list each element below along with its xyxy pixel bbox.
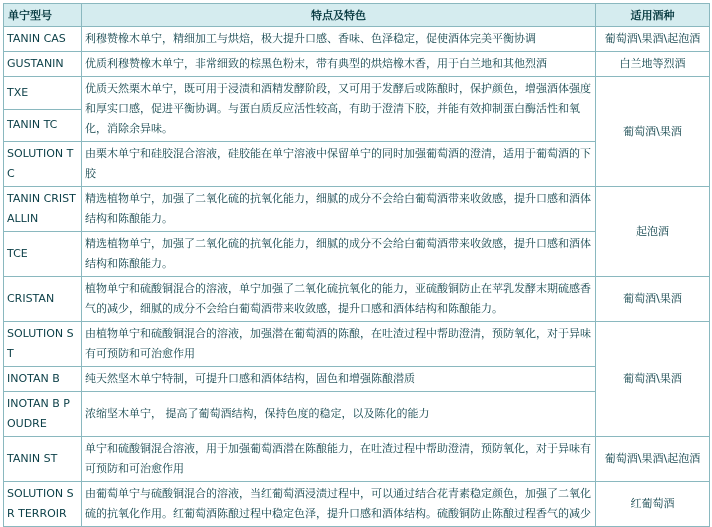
model-cell: TXE xyxy=(4,77,82,110)
usage-cell: 红葡萄酒 xyxy=(596,482,710,527)
table-row xyxy=(4,52,710,77)
usage-cell: 起泡酒 xyxy=(596,187,710,277)
description-cell: 由葡萄单宁与硫酸铜混合的溶液，当红葡萄酒浸渍过程中，可以通过结合花青素稳定颜色，加强了二氧化硫的抗氧化作用。红葡萄酒陈酿过程中稳定色泽，提升口感和酒体结构。硫酸铜防止陈酿过程香气的减少 xyxy=(82,482,596,527)
usage-cell: 葡萄酒\果酒 xyxy=(596,322,710,437)
table-header-row xyxy=(4,4,710,27)
description-cell: 利穆赞橡木单宁，精细加工与烘焙，极大提升口感、香味、色泽稳定，促使酒体完美平衡协调 xyxy=(82,27,596,52)
table-row xyxy=(4,322,710,367)
tannin-spec-table xyxy=(3,3,710,527)
model-cell: TANIN TC xyxy=(4,109,82,142)
model-cell: INOTAN B xyxy=(4,367,82,392)
table-row xyxy=(4,277,710,322)
usage-cell: 白兰地等烈酒 xyxy=(596,52,710,77)
header-model: 单宁型号 xyxy=(4,4,82,27)
model-cell: INOTAN B POUDRE xyxy=(4,392,82,437)
model-cell: TANIN ST xyxy=(4,437,82,482)
table-row xyxy=(4,27,710,52)
description-cell: 精选植物单宁，加强了二氧化硫的抗氧化能力，细腻的成分不会给白葡萄酒带来收敛感，提升口感和酒体结构和陈酿能力。 xyxy=(82,232,596,277)
model-cell: SOLUTION SR TERROIR xyxy=(4,482,82,527)
model-cell: TANIN CRISTALLIN xyxy=(4,187,82,232)
header-usage: 适用酒种 xyxy=(596,4,710,27)
model-cell: CRISTAN xyxy=(4,277,82,322)
description-cell: 由栗木单宁和硅胶混合溶液，硅胶能在单宁溶液中保留单宁的同时加强葡萄酒的澄清，适用于葡萄酒的下胶 xyxy=(82,142,596,187)
table-row xyxy=(4,437,710,482)
description-cell: 植物单宁和硫酸铜混合的溶液，单宁加强了二氧化硫抗氧化的能力，亚硫酸铜防止在苹乳发酵末期硫感香气的减少，细腻的成分不会给白葡萄酒带来收敛感，提升口感和酒体结构和陈酿能力。 xyxy=(82,277,596,322)
description-cell: 由植物单宁和硫酸铜混合的溶液，加强潜在葡萄酒的陈酿，在吐渣过程中帮助澄清，预防氧化，对于异味有可预防和可治愈作用 xyxy=(82,322,596,367)
usage-cell: 葡萄酒\果酒 xyxy=(596,277,710,322)
description-cell: 单宁和硫酸铜混合溶液，用于加强葡萄酒潜在陈酿能力，在吐渣过程中帮助澄清，预防氧化，对于异味有可预防和可治愈作用 xyxy=(82,437,596,482)
usage-cell: 葡萄酒\果酒\起泡酒 xyxy=(596,437,710,482)
description-cell: 纯天然坚木单宁特制，可提升口感和酒体结构，固色和增强陈酿潜质 xyxy=(82,367,596,392)
table-row xyxy=(4,77,710,110)
table-row xyxy=(4,187,710,232)
usage-cell: 葡萄酒\果酒\起泡酒 xyxy=(596,27,710,52)
description-cell: 精选植物单宁，加强了二氧化硫的抗氧化能力，细腻的成分不会给白葡萄酒带来收敛感，提升口感和酒体结构和陈酿能力。 xyxy=(82,187,596,232)
usage-cell: 葡萄酒\果酒 xyxy=(596,77,710,187)
description-cell: 优质天然栗木单宁，既可用于浸渍和酒精发酵阶段，又可用于发酵后或陈酿时，保护颜色，增强酒体强度和厚实口感，促进平衡协调。与蛋白质反应活性较高，有助于澄清下胶，并能有效抑制蛋白酶活性和氧化，消除余异味。 xyxy=(82,77,596,142)
model-cell: TANIN CAS xyxy=(4,27,82,52)
description-cell: 浓缩坚木单宁， 提高了葡萄酒结构，保持色度的稳定，以及陈化的能力 xyxy=(82,392,596,437)
header-features: 特点及特色 xyxy=(82,4,596,27)
description-cell: 优质利穆赞橡木单宁，非常细致的棕黑色粉末，带有典型的烘焙橡木香，用于白兰地和其他烈酒 xyxy=(82,52,596,77)
model-cell: GUSTANIN xyxy=(4,52,82,77)
model-cell: SOLUTION TC xyxy=(4,142,82,187)
model-cell: SOLUTION ST xyxy=(4,322,82,367)
model-cell: TCE xyxy=(4,232,82,277)
table-row xyxy=(4,482,710,527)
